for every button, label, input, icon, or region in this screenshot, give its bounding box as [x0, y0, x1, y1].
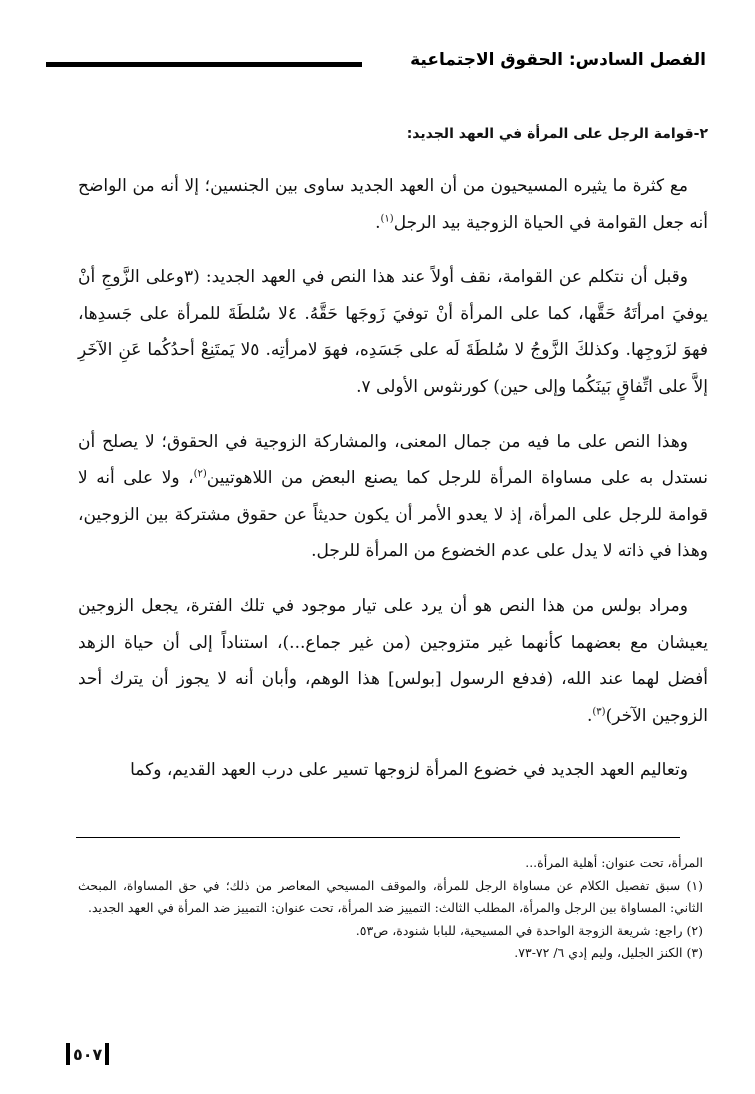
- page-number-text: ٥٠٧: [73, 1044, 103, 1064]
- section-heading: ٢-قوامة الرجل على المرأة في العهد الجديد:: [406, 126, 708, 142]
- paragraph: مع كثرة ما يثيره المسيحيون من أن العهد الجديد ساوى بين الجنسين؛ إلا أنه من الواضح أنه جعل القوامة في الحياة الزوجية بيد الرجل$^{(١)}$.: [78, 176, 708, 233]
- body-text: [78, 168, 708, 807]
- footnote-ref[interactable]: (٢): [193, 468, 207, 480]
- footnote: المرأة، تحت عنوان: أهلية المرأة...: [525, 855, 703, 870]
- footnote-ref[interactable]: (٣): [592, 706, 606, 718]
- paragraph: وتعاليم العهد الجديد في خضوع المرأة لزوجها تسير على درب العهد القديم، وكما: [130, 760, 688, 781]
- header-rule: [46, 62, 362, 67]
- footnote: (٣) الكنز الجليل، وليم إدي ٦/ ٧٢-٧٣.: [514, 945, 703, 960]
- page-number-bar: [105, 1043, 109, 1065]
- paragraph: وهذا النص على ما فيه من جمال المعنى، والمشاركة الزوجية في الحقوق؛ لا يصلح أن نستدل به على مساواة المرأة للرجل كما يصنع البعض من اللاهوتيين$^{(٢)}$، ولا على أنه لا قوامة للرجل على المرأة، إذ لا يعدو الأمر أن يكون حديثاً عن حقوق مشتركة بين الزوجين، وهذا في ذاته لا يدل على عدم الخضوع من المرأة للرجل.: [78, 431, 708, 562]
- footnote-ref[interactable]: (١): [380, 212, 394, 224]
- page-number: [66, 1043, 109, 1065]
- paragraph: ومراد بولس من هذا النص هو أن يرد على تيار موجود في تلك الفترة، يجعل الزوجين يعيشان مع بعضهما كأنهما غير متزوجين (من غير جماع...)، استناداً إلى أن حياة الزهد أفضل لهما عند الله، (فدفع الرسول [بولس] هذا الوهم، وأبان أنه لا يجوز أن يترك أحد الزوجين الآخر)$^{(٣)}$.: [78, 595, 708, 726]
- footnote-separator: [76, 837, 680, 838]
- footnote: (٢) راجع: شريعة الزوجة الواحدة في المسيحية، للبابا شنودة، ص٥٣.: [355, 922, 703, 938]
- footnote: (١) سبق تفصيل الكلام عن مساواة الرجل للمرأة، والموقف المسيحي المعاصر من ذلك؛ في حق المساواة، المبحث الثاني: المساواة بين الرجل والمرأة، المطلب الثالث: التمييز ضد المرأة، تحت عنوان: التمييز ضد المرأة في العهد الجديد.: [78, 877, 703, 915]
- paragraph: وقبل أن نتكلم عن القوامة، نقف أولاً عند هذا النص في العهد الجديد: (٣وعلى الزَّوجِ أنْ يوفيَ امرأتَهُ حَقَّها، كما على المرأة أنْ توفيَ زَوجَها حَقَّهُ. ٤لا سُلطَةَ للمرأة على جَسدِها، فهوَ لزَوجِها. وكذلكَ الزَّوجُ لا سُلطَةَ لَه على جَسَدِه، فهوَ لامرأتِه. ٥لا يَمتَنِعْ أحدُكُما عَنِ الآخَرِ إلاَّ على اتِّفاقٍ بَينَكُما وإلى حين) كورنثوس الأولى ٧.: [78, 267, 708, 397]
- footnotes: [78, 852, 703, 965]
- chapter-title: الفصل السادس: الحقوق الاجتماعية: [410, 50, 706, 70]
- running-header: [46, 44, 706, 80]
